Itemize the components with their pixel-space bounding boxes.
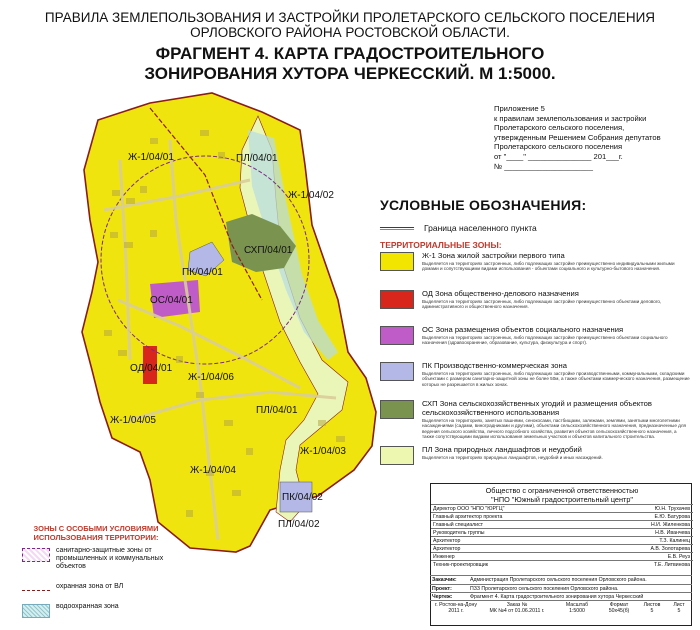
water-zone-icon	[22, 604, 50, 618]
legend-title: УСЛОВНЫЕ ОБОЗНАЧЕНИЯ:	[380, 197, 587, 213]
special-heading-line: ЗОНЫ С ОСОБЫМИ УСЛОВИЯМИ	[33, 524, 159, 533]
map-label-zh4: Ж-1/04/04	[190, 465, 236, 476]
project-value: ПЗЗ Пролетарского сельского поселения Орловского района.	[470, 586, 619, 592]
zone-title: СХП Зона сельскохозяйственных угодий и размещения объектов сельскохозяйственного использования	[422, 399, 652, 417]
scale-value: 1:5000	[569, 608, 585, 614]
stamp-order-cell	[482, 602, 552, 614]
stamp-scale-cell	[554, 602, 600, 614]
stamp-sheet-cell	[668, 602, 690, 614]
zone-description: Выделяется на территориях застроенных, либо подлежащих застройке производственными, коммунальными, складскими объектами с размером санитарно-защитной зоны не более 50м, а также объектами коммерческого назначения, размещение которых не разрешается в жилых зонах.	[422, 371, 690, 387]
zones-heading: ТЕРРИТОРИАЛЬНЫЕ ЗОНЫ:	[380, 240, 502, 250]
boundary-line-icon	[380, 227, 414, 230]
special-label: санитарно-защитные зоны от промышленных и коммунальных объектов	[56, 547, 164, 571]
format-value: 50х45(б)	[608, 608, 630, 614]
stamp-year: 2011 г.	[448, 608, 464, 614]
zone-description: Выделяется на территориях природных ландшафтов, неудобий и иных насаждений.	[422, 455, 603, 460]
zone-swatch	[380, 252, 414, 271]
stamp-city-cell	[432, 602, 480, 614]
appendix-line: от "____" _______________ 201___г.	[494, 151, 623, 161]
zone-description: Выделяется на территориях, занятых пашнями, сенокосами, пастбищами, залежами, землями, занятыми многолетними насаждениями (садами, виноградниками и другими), объектами сельскохозяйственного назначения, предназначенные для ведения сельского хозяйства, личного подсобного хозяйства, развития объектов сельскохозяйственного назначения, а также сопутствующими видами использования земельных участков и объектов капитального строительства.	[422, 418, 687, 440]
zone-swatch	[380, 326, 414, 345]
zone-title: ОД Зона общественно-делового назначения	[422, 289, 579, 298]
zone-swatch	[380, 400, 414, 419]
special-heading-line: ИСПОЛЬЗОВАНИЯ ТЕРРИТОРИИ:	[33, 533, 159, 542]
title-line-3: ФРАГМЕНТ 4. КАРТА ГРАДОСТРОИТЕЛЬНОГО	[155, 44, 545, 63]
zone-description: Выделяется на территориях застроенных, либо подлежащих застройке преимущественно объектами делового, административного и общественного назначения.	[422, 299, 662, 310]
map-label-zh6: Ж-1/04/06	[188, 372, 234, 383]
map-label-os1: ОС/04/01	[150, 295, 193, 306]
stamp-person: Н.В. Иванчева	[655, 530, 690, 536]
map-label-pk1: ПК/04/01	[182, 267, 223, 278]
appendix-line: № _____________________	[494, 161, 593, 171]
stamp-drawing	[430, 592, 692, 600]
order-value: МК №4 от 01.06.2011 г.	[489, 608, 545, 614]
project-key: Проект:	[432, 586, 452, 592]
stamp-row	[431, 544, 693, 552]
title-line-2: ОРЛОВСКОГО РАЙОНА РОСТОВСКОЙ ОБЛАСТИ.	[190, 25, 510, 40]
stamp-row	[431, 504, 693, 512]
map-label-zh1: Ж-1/04/01	[128, 152, 174, 163]
zone-title: ПЛ Зона природных ландшафтов и неудобий	[422, 445, 582, 454]
legend-boundary-row	[380, 223, 680, 235]
stamp-person: Е.В. Реуз	[667, 554, 690, 560]
org-line: Общество с ограниченной ответственностью	[485, 486, 639, 495]
stamp-role: Руководитель группы	[433, 530, 485, 536]
zone-swatch	[380, 290, 414, 309]
stamp-format-cell	[602, 602, 636, 614]
stamp-organization	[431, 486, 693, 504]
map-label-pl1b: ПЛ/04/01	[256, 405, 298, 416]
sheets-header: Листов	[643, 602, 661, 608]
stamp-row	[431, 528, 693, 536]
stamp-role: Архитектор	[433, 538, 461, 544]
stamp-person: Ю.Н. Трухачев	[654, 506, 690, 512]
drawing-value: Фрагмент 4. Карта градостроительного зонирования хутора Черкесский	[470, 594, 644, 600]
org-line: "НПО "Южный градостроительный центр"	[491, 495, 633, 504]
stamp-sheets-cell	[638, 602, 666, 614]
stamp-row	[431, 552, 693, 560]
boundary-label: Граница населенного пункта	[424, 223, 537, 233]
order-header: Заказ №	[506, 602, 528, 608]
sheet-value: 5	[677, 608, 681, 614]
zone-swatch	[380, 446, 414, 465]
sanitary-zone-icon	[22, 548, 50, 562]
map-label-pl2: ПЛ/04/02	[278, 519, 320, 530]
map-label-pk2: ПК/04/02	[282, 492, 323, 503]
appendix-line: Приложение 5	[494, 104, 545, 113]
appendix-line: к правилам землепользования и застройки	[494, 113, 647, 123]
stamp-person: Н.И. Жиленкова	[650, 522, 690, 528]
stamp-footer	[430, 600, 692, 626]
stamp-client	[430, 575, 692, 584]
stamp-role: Главный специалист	[433, 522, 484, 528]
special-zones-heading	[22, 524, 170, 542]
stamp-role: Главный архитектор проекта	[433, 514, 503, 520]
appendix-line: утвержденным Решением Собрания депутатов	[494, 132, 661, 142]
stamp-row	[431, 560, 693, 568]
zone-title: ПК Производственно-коммерческая зона	[422, 361, 567, 370]
power-line-icon	[22, 590, 50, 592]
map-label-zh3: Ж-1/04/03	[300, 446, 346, 457]
client-value: Администрация Пролетарского сельского поселения Орловского района.	[470, 577, 647, 583]
title-line-4: ЗОНИРОВАНИЯ ХУТОРА ЧЕРКЕССКИЙ. М 1:5000.	[144, 64, 556, 83]
appendix-line: Пролетарского сельского поселения	[494, 142, 623, 152]
scale-header: Масштаб	[565, 602, 589, 608]
sheet-header: Лист	[673, 602, 685, 608]
stamp-project	[430, 584, 692, 592]
stamp-role: Инженер	[433, 554, 455, 560]
special-label: водоохранная зона	[56, 603, 119, 610]
map-label-od1: ОД/04/01	[130, 363, 173, 374]
map-label-pl1: ПЛ/04/01	[236, 153, 278, 164]
zone-description: Выделяется на территориях застроенных, либо подлежащих застройке преимущественно объектами социального назначения (здравоохранение, образование, культура, физкультура и спорт).	[422, 335, 668, 346]
map-title-block	[0, 10, 700, 84]
stamp-person: Е.Ю. Батурова	[654, 514, 690, 520]
residential-zone-area	[82, 93, 376, 552]
zone-title: Ж-1 Зона жилой застройки первого типа	[422, 251, 565, 260]
stamp-row	[431, 520, 693, 528]
stamp-row	[431, 512, 693, 520]
appendix-note	[494, 104, 694, 171]
stamp-role: Архитектор	[433, 546, 461, 552]
stamp-person: Т.З. Калинец	[659, 538, 690, 544]
zone-title: ОС Зона размещения объектов социального назначения	[422, 325, 624, 334]
client-key: Заказчик:	[432, 577, 457, 583]
stamp-role: Техник-проектировщик	[433, 562, 489, 568]
zone-description: Выделяется на территориях застроенных, либо подлежащих застройке преимущественно индивидуальными жилыми домами и сопутствующими видами использования - объектами социального и культурно-бытового назначения.	[422, 261, 675, 272]
stamp-person: А.В. Золотарева	[650, 546, 690, 552]
sheets-value: 5	[650, 608, 654, 614]
zone-swatch	[380, 362, 414, 381]
drawing-key: Чертеж:	[432, 594, 453, 600]
special-label: охранная зона от ВЛ	[56, 583, 124, 590]
format-header: Формат	[609, 602, 629, 608]
map-label-zh5: Ж-1/04/05	[110, 415, 156, 426]
stamp-city: г. Ростов-на-Дону	[435, 602, 477, 608]
stamp-role: Директор ООО "НПО "ЮРГЦ"	[433, 506, 505, 512]
stamp-row	[431, 536, 693, 544]
map-label-zh2: Ж-1/04/02	[288, 190, 334, 201]
map-label-shp: СХП/04/01	[244, 245, 293, 256]
title-line-1: ПРАВИЛА ЗЕМЛЕПОЛЬЗОВАНИЯ И ЗАСТРОЙКИ ПРОЛЕТАРСКОГО СЕЛЬСКОГО ПОСЕЛЕНИЯ	[44, 10, 656, 25]
appendix-line: Пролетарского сельского поселения,	[494, 123, 625, 133]
stamp-person: Т.Е. Литвинова	[653, 562, 690, 568]
